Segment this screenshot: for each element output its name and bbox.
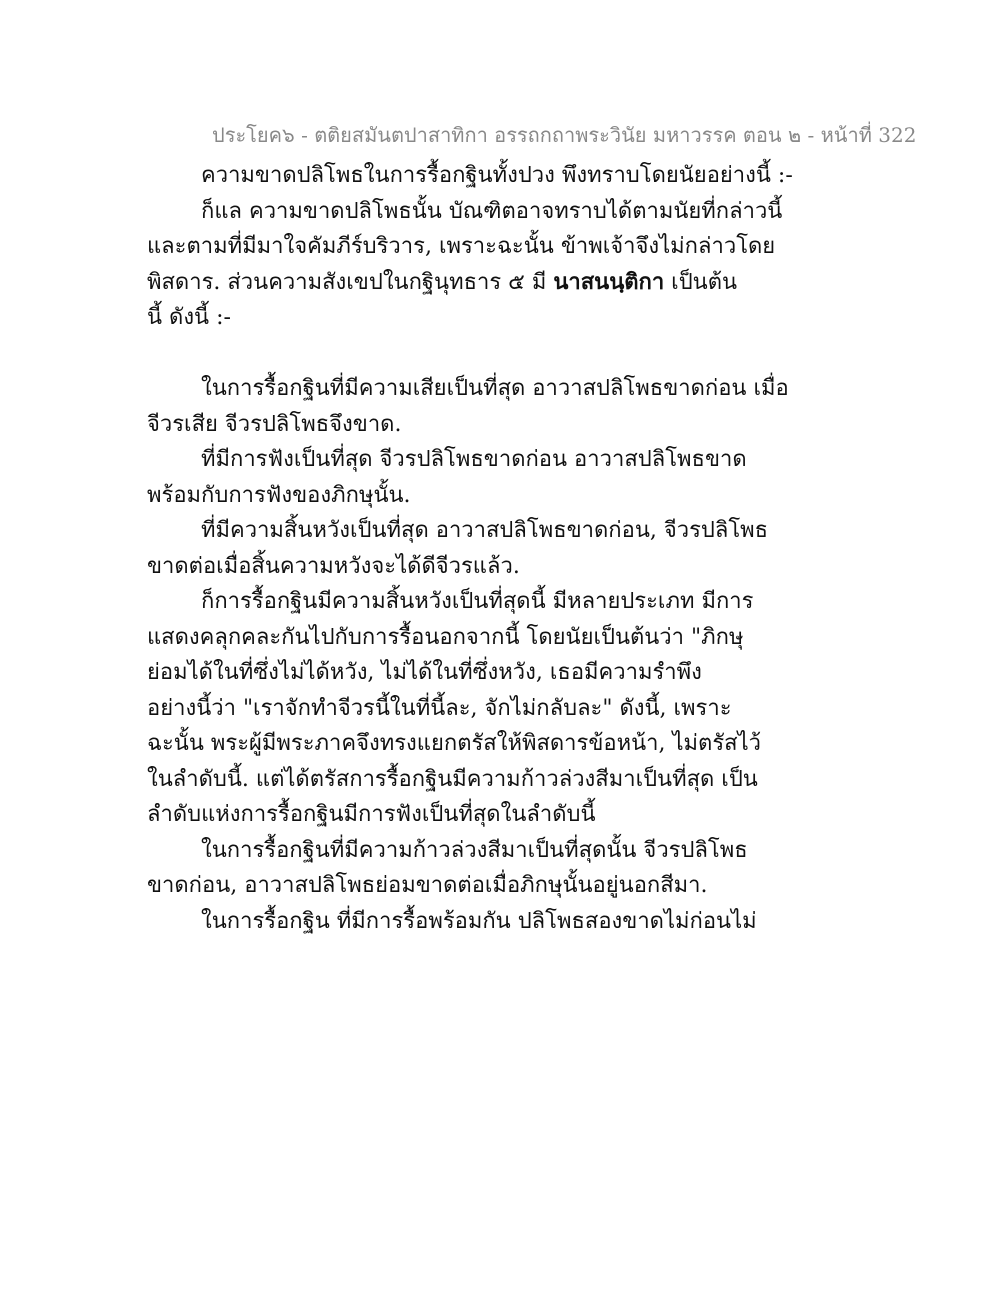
text-line: ที่มีการฟังเป็นที่สุด จีวรปลิโพธขาดก่อน อาวาสปลิโพธขาด (201, 447, 747, 472)
text-line: พร้อมกับการฟังของภิกษุนั้น. (147, 482, 411, 508)
text-line: แสดงคลุกคละกันไปกับการรื้อนอกจากนี้ โดยนัยเป็นต้นว่า "ภิกษุ (147, 624, 744, 650)
text-run: เป็นต้น (664, 269, 738, 295)
text-line: จีวรเสีย จีวรปลิโพธจึงขาด. (147, 411, 402, 437)
text-line: ความขาดปลิโพธในการรื้อกฐินทั้งปวง พึงทราบโดยนัยอย่างนี้ :- (201, 163, 793, 188)
text-line: ในการรื้อกฐินที่มีความก้าวล่วงสีมาเป็นที่สุดนั้น จีวรปลิโพธ (201, 837, 748, 863)
bold-term: นาสนนฺติกา (553, 268, 665, 295)
text-line: ย่อมได้ในที่ซึ่งไม่ได้หวัง, ไม่ได้ในที่ซึ่งหวัง, เธอมีความรำพึง (147, 660, 702, 685)
text-run: พิสดาร. ส่วนความสังเขปในกฐินุทธาร ๕ มี (147, 269, 554, 295)
text-line: ขาดต่อเมื่อสิ้นความหวังจะได้ดีจีวรแล้ว. (147, 553, 520, 579)
text-line: ในการรื้อกฐิน ที่มีการรื้อพร้อมกัน ปลิโพธสองขาดไม่ก่อนไม่ (201, 908, 757, 934)
page-header: ประโยค๖ - ตติยสมันตปาสาทิกา อรรถกถาพระวินัย มหาวรรค ตอน ๒ - หน้าที่ 322 (212, 123, 917, 147)
text-line: นี้ ดังนี้ :- (147, 305, 231, 330)
text-line: อย่างนี้ว่า "เราจักทำจีวรนี้ในที่นี้ละ, จักไม่กลับละ" ดังนี้, เพราะ (147, 695, 732, 721)
blank-line (147, 336, 747, 372)
text-line (147, 265, 747, 301)
text-line: ที่มีความสิ้นหวังเป็นที่สุด อาวาสปลิโพธขาดก่อน, จีวรปลิโพธ (201, 518, 769, 543)
text-line: ขาดก่อน, อาวาสปลิโพธย่อมขาดต่อเมื่อภิกษุนั้นอยู่นอกสีมา. (147, 873, 708, 898)
text-line: ในการรื้อกฐินที่มีความเสียเป็นที่สุด อาวาสปลิโพธขาดก่อน เมื่อ (201, 376, 789, 401)
document-body (147, 158, 793, 939)
text-line: ฉะนั้น พระผู้มีพระภาคจึงทรงแยกตรัสให้พิสดารข้อหน้า, ไม่ตรัสไว้ (147, 731, 762, 756)
text-line: ลำดับแห่งการรื้อกฐินมีการฟังเป็นที่สุดในลำดับนี้ (147, 802, 596, 827)
text-line: ในลำดับนี้. แต่ได้ตรัสการรื้อกฐินมีความก้าวล่วงสีมาเป็นที่สุด เป็น (147, 766, 758, 792)
text-line: ก็การรื้อกฐินมีความสิ้นหวังเป็นที่สุดนี้ มีหลายประเภท มีการ (201, 589, 754, 614)
text-line: และตามที่มีมาใจคัมภีร์บริวาร, เพราะฉะนั้น ข้าพเจ้าจึงไม่กล่าวโดย (147, 234, 776, 259)
text-line: ก็แล ความขาดปลิโพธนั้น บัณฑิตอาจทราบได้ตามนัยที่กล่าวนี้ (201, 198, 783, 224)
